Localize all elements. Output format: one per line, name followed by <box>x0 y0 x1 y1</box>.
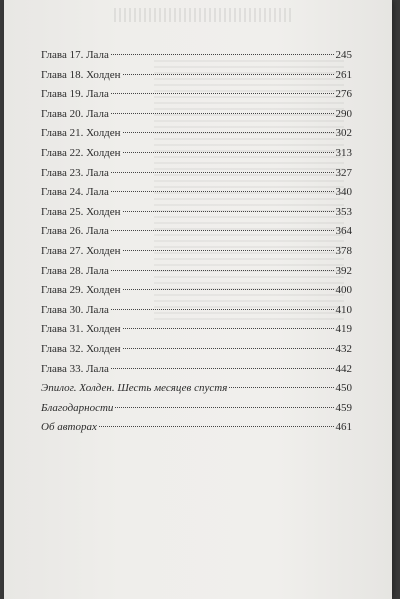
toc-entry-page: 450 <box>335 382 352 395</box>
toc-entry <box>41 203 352 223</box>
dot-leader <box>123 211 334 212</box>
toc-entry-page: 432 <box>335 342 352 355</box>
toc-entry-title: Глава 30. Лала <box>41 303 109 316</box>
toc-entry-page: 364 <box>335 225 352 238</box>
dot-leader <box>123 250 334 251</box>
toc-entry-page: 327 <box>335 166 352 179</box>
toc-entry-page: 245 <box>335 49 352 61</box>
toc-entry <box>41 105 352 125</box>
toc-entry-title: Глава 27. Холден <box>41 244 121 257</box>
dot-leader <box>111 309 334 310</box>
dot-leader <box>229 387 333 388</box>
toc-entry <box>41 281 352 301</box>
toc-entry-page: 302 <box>335 127 352 140</box>
toc-entry-page: 461 <box>335 421 352 434</box>
dot-leader <box>115 407 333 408</box>
toc-entry <box>41 164 352 184</box>
dot-leader <box>111 270 334 271</box>
toc-entry-title: Глава 21. Холден <box>41 127 121 140</box>
toc-entry <box>41 301 352 321</box>
toc-entry-page: 442 <box>335 362 352 375</box>
toc-entry-page: 378 <box>335 244 352 257</box>
book-page <box>4 0 392 599</box>
dot-leader <box>123 132 334 133</box>
dot-leader <box>111 113 334 114</box>
toc-entry <box>41 66 352 86</box>
toc-entry-page: 340 <box>335 186 352 199</box>
toc-entry-page: 261 <box>335 68 352 81</box>
toc-entry-title: Глава 32. Холден <box>41 342 121 355</box>
dot-leader <box>123 289 334 290</box>
toc-entry-title: Глава 28. Лала <box>41 264 109 277</box>
toc-entry-title: Глава 17. Лала <box>41 49 109 61</box>
toc-entry-page: 290 <box>335 107 352 120</box>
toc-entry-page: 276 <box>335 88 352 101</box>
toc-entry-title: Глава 33. Лала <box>41 362 109 375</box>
toc-entry-title: Глава 26. Лала <box>41 225 109 238</box>
dot-leader <box>111 93 334 94</box>
dot-leader <box>111 230 334 231</box>
toc-entry-title: Глава 31. Холден <box>41 323 121 336</box>
toc-entry <box>41 242 352 262</box>
toc-entry <box>41 46 352 66</box>
dot-leader <box>111 191 334 192</box>
toc-entry-about-authors <box>41 418 352 438</box>
toc-entry-title: Глава 19. Лала <box>41 88 109 101</box>
toc-entry-title: Глава 25. Холден <box>41 205 121 218</box>
toc-entry-title: Глава 22. Холден <box>41 146 121 159</box>
toc-entry-title: Глава 24. Лала <box>41 186 109 199</box>
dot-leader <box>123 348 334 349</box>
dot-leader <box>123 74 334 75</box>
dot-leader <box>123 152 334 153</box>
toc-entry <box>41 85 352 105</box>
dot-leader <box>111 54 334 55</box>
toc-entry <box>41 183 352 203</box>
dot-leader <box>111 368 334 369</box>
toc-entry <box>41 340 352 360</box>
toc-entry-title: Глава 20. Лала <box>41 107 109 120</box>
toc-entry <box>41 222 352 242</box>
toc-entry-title: Глава 23. Лала <box>41 166 109 179</box>
toc-entry-title: Благодарности <box>41 401 114 414</box>
show-through-text <box>114 8 294 22</box>
dot-leader <box>99 426 334 427</box>
dot-leader <box>111 172 334 173</box>
toc-entry-title: Глава 29. Холден <box>41 284 121 297</box>
toc-entry-epilogue <box>41 379 352 399</box>
toc-entry <box>41 360 352 380</box>
toc-entry-acknowledgements <box>41 399 352 419</box>
toc-entry-page: 410 <box>335 303 352 316</box>
toc-entry-page: 459 <box>335 401 352 414</box>
toc-entry-page: 353 <box>335 205 352 218</box>
toc-entry <box>41 124 352 144</box>
toc-entry-title: Об авторах <box>41 421 97 434</box>
toc-entry-page: 313 <box>335 146 352 159</box>
toc-entry <box>41 320 352 340</box>
toc-entry <box>41 144 352 164</box>
toc-entry-title: Эпилог. Холден. Шесть месяцев спустя <box>41 382 228 395</box>
toc-entry-page: 400 <box>335 284 352 297</box>
toc-entry <box>41 262 352 282</box>
toc-entry-title: Глава 18. Холден <box>41 68 121 81</box>
dot-leader <box>123 328 334 329</box>
toc-entry-page: 392 <box>335 264 352 277</box>
toc-entry-page: 419 <box>335 323 352 336</box>
table-of-contents <box>41 46 352 438</box>
